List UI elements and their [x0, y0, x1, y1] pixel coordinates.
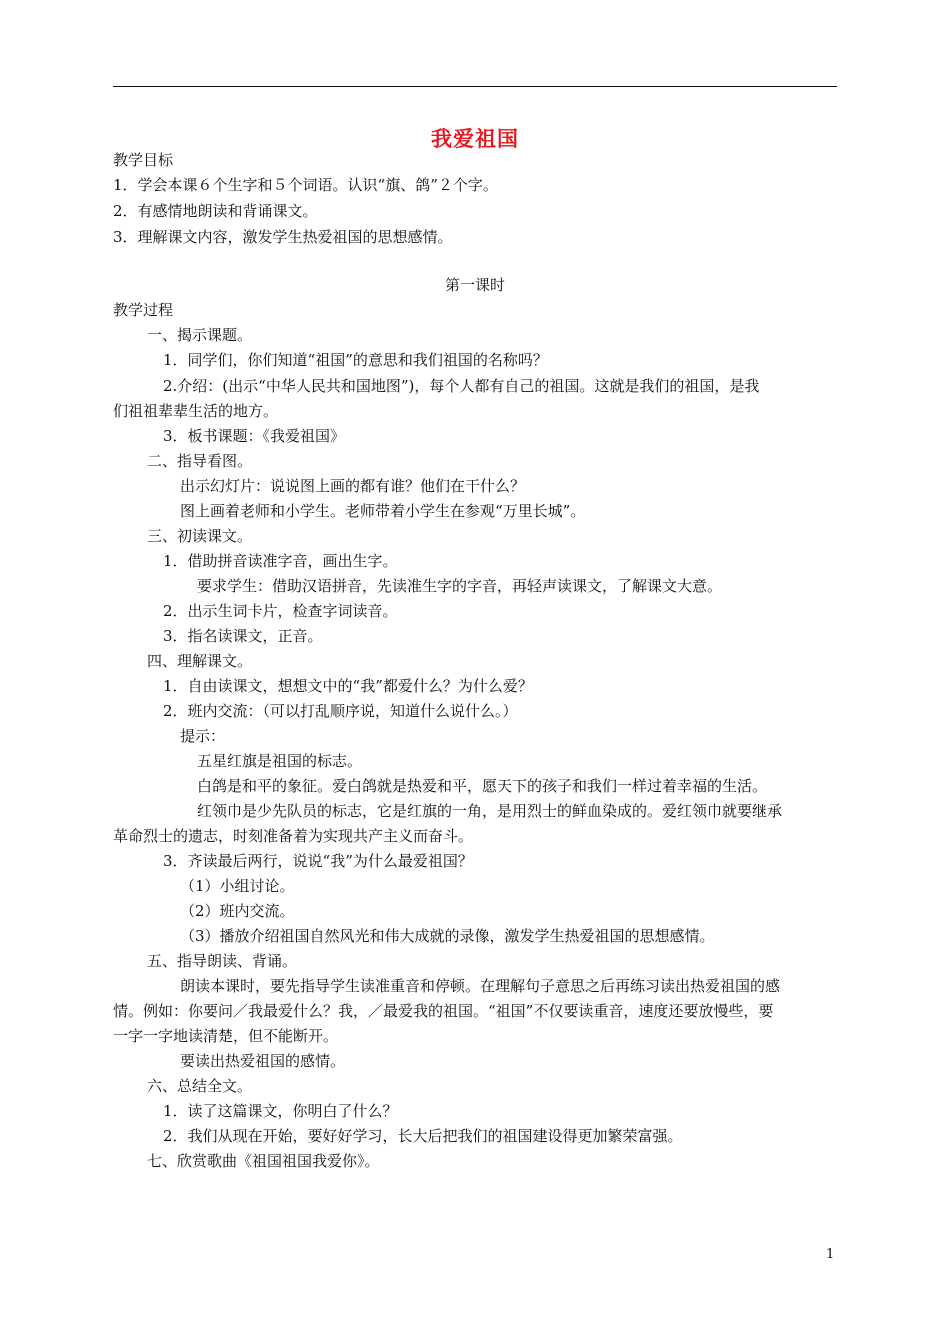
- text-line: （3）播放介绍祖国自然风光和伟大成就的录像，激发学生热爱祖国的思想感情。: [180, 927, 715, 945]
- text-line: （1）小组讨论。: [180, 877, 295, 895]
- text-line: 1．读了这篇课文，你明白了什么？: [163, 1102, 398, 1120]
- text-line: 提示：: [180, 727, 226, 745]
- text-line: 一字一字地读清楚，但不能断开。: [113, 1027, 339, 1045]
- text-line: 1．同学们，你们知道“祖国”的意思和我们祖国的名称吗？: [163, 351, 548, 369]
- header-rule: [113, 86, 837, 87]
- goal-item: 3．理解课文内容，激发学生热爱祖国的思想感情。: [113, 228, 453, 246]
- goal-item: 2．有感情地朗读和背诵课文。: [113, 202, 318, 220]
- section-heading: 三、初读课文。: [147, 527, 253, 545]
- section-heading: 六、总结全文。: [147, 1077, 253, 1095]
- text-line: （2）班内交流。: [180, 902, 295, 920]
- section-heading: 四、理解课文。: [147, 652, 253, 670]
- text-line: 情。例如：你要问／我最爱什么？我，／最爱我的祖国。“祖国”不仅要读重音，速度还要放慢些，要: [113, 1002, 774, 1020]
- goal-item: 1．学会本课６个生字和５个词语。认识“旗、鸽”２个字。: [113, 176, 498, 194]
- text-line: 1．自由读课文，想想文中的“我”都爱什么？为什么爱？: [163, 677, 533, 695]
- text-line: 1．借助拼音读准字音，画出生字。: [163, 552, 398, 570]
- text-line: 出示幻灯片：说说图上画的都有谁？他们在干什么？: [180, 477, 526, 495]
- text-line: 2．班内交流：（可以打乱顺序说，知道什么说什么。）: [163, 702, 518, 720]
- text-line: 革命烈士的遗志，时刻准备着为实现共产主义而奋斗。: [113, 827, 474, 845]
- section-heading: 五、指导朗读、背诵。: [147, 952, 298, 970]
- text-line: 要读出热爱祖国的感情。: [180, 1052, 346, 1070]
- text-line: 朗读本课时，要先指导学生读准重音和停顿。在理解句子意思之后再练习读出热爱祖国的感: [180, 977, 781, 995]
- document-title: 我爱祖国: [431, 126, 519, 151]
- page-number: 1: [826, 1247, 835, 1262]
- text-line: 要求学生：借助汉语拼音，先读准生字的字音，再轻声读课文，了解课文大意。: [197, 577, 723, 595]
- text-line: 2．我们从现在开始，要好好学习，长大后把我们的祖国建设得更加繁荣富强。: [163, 1127, 683, 1145]
- text-line: 3．板书课题：《我爱祖国》: [163, 427, 346, 445]
- section-heading: 一、揭示课题。: [147, 326, 253, 344]
- text-line: 白鸽是和平的象征。爱白鸽就是热爱和平，愿天下的孩子和我们一样过着幸福的生活。: [197, 777, 768, 795]
- text-line: 们祖祖辈辈生活的地方。: [113, 402, 279, 420]
- text-line: 3．指名读课文，正音。: [163, 627, 323, 645]
- process-heading: 教学过程: [113, 301, 174, 319]
- text-line: 五星红旗是祖国的标志。: [197, 752, 363, 770]
- text-line: 2．出示生词卡片，检查字词读音。: [163, 602, 398, 620]
- section-heading: 七、欣赏歌曲《祖国祖国我爱你》。: [147, 1152, 380, 1170]
- text-line: 2.介绍：(出示“中华人民共和国地图”)，每个人都有自己的祖国。这就是我们的祖国，是我: [163, 377, 760, 395]
- text-line: 图上画着老师和小学生。老师带着小学生在参观“万里长城”。: [180, 502, 586, 520]
- section-heading: 二、指导看图。: [147, 452, 253, 470]
- goals-heading: 教学目标: [113, 151, 174, 169]
- text-line: 红领巾是少先队员的标志，它是红旗的一角，是用烈士的鲜血染成的。爱红领巾就要继承: [197, 802, 783, 820]
- lesson-label: 第一课时: [444, 276, 505, 294]
- text-line: 3．齐读最后两行，说说“我”为什么最爱祖国？: [163, 852, 473, 870]
